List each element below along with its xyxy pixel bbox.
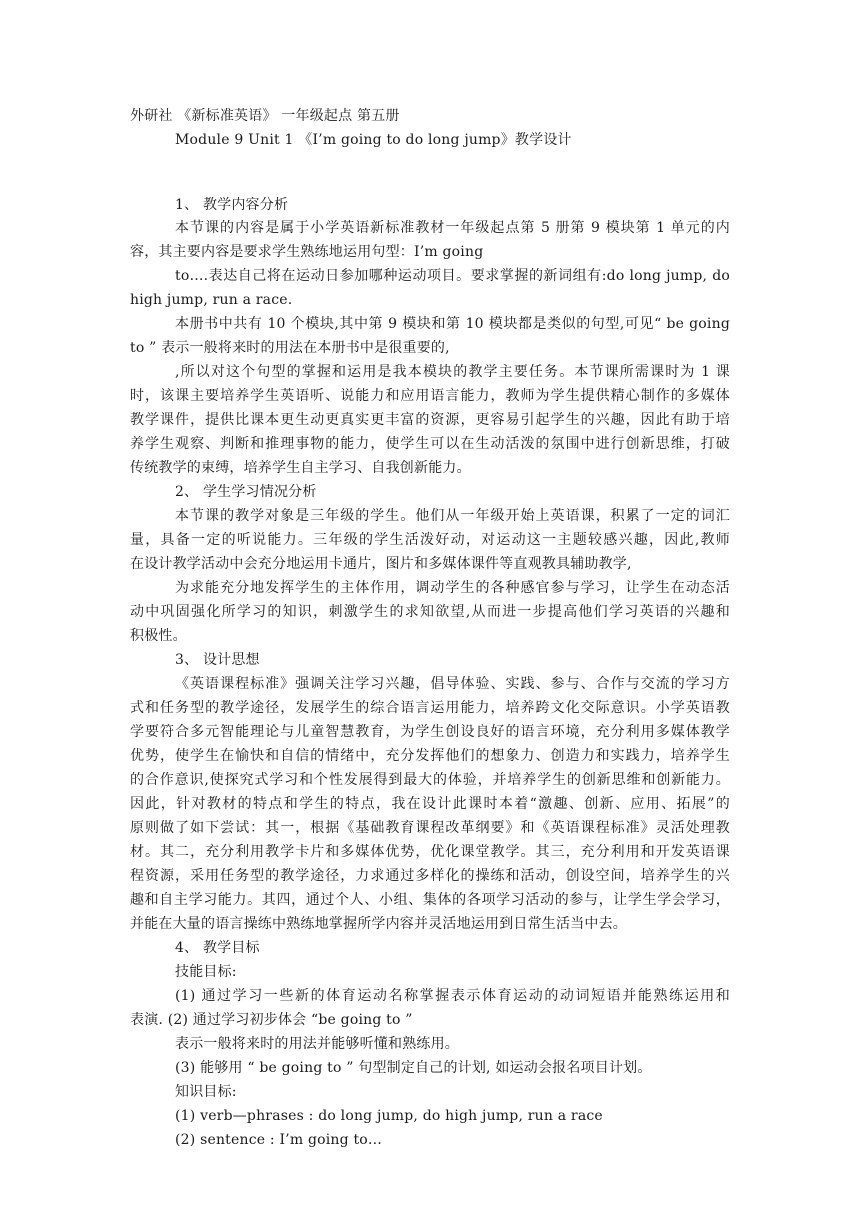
section-heading-2: 2、 学生学习情况分析 xyxy=(175,484,317,500)
paragraph-line: 并能在大量的语言操练中熟练地掌握所学内容并灵活地运用到日常生活当中去。 xyxy=(130,916,627,932)
paragraph-line: 优势，使学生在愉快和自信的情绪中，充分发挥他们的想象力、创造力和实践力，培养学生 xyxy=(130,748,730,764)
paragraph-line: to….表达自己将在运动日参加哪种运动项目。要求掌握的新词组有:do long jump, do xyxy=(175,268,730,284)
paragraph-line: 本节课的内容是属于小学英语新标准教材一年级起点第 5 册第 9 模块第 1 单元的内 xyxy=(175,220,730,236)
paragraph-line: 容，其主要内容是要求学生熟练地运用句型：I’m going xyxy=(130,244,484,260)
paragraph-line: 动中巩固强化所学习的知识，刺激学生的求知欲望,从而进一步提高他们学习英语的兴趣和 xyxy=(130,604,730,620)
knowledge-goals-title: 知识目标: xyxy=(175,1084,237,1100)
paragraph-line: 学要符合多元智能理论与儿童智慧教育，为学生创设良好的语言环境，充分利用多媒体教学 xyxy=(130,724,730,740)
section-heading-4: 4、 教学目标 xyxy=(175,940,260,956)
paragraph-line: 本节课的教学对象是三年级的学生。他们从一年级开始上英语课，积累了一定的词汇 xyxy=(175,508,730,524)
section-heading-1: 1、 教学内容分析 xyxy=(175,197,289,213)
paragraph-line: 材。其二，充分利用教学卡片和多媒体优势，优化课堂教学。其三，充分利用和开发英语课 xyxy=(130,844,730,860)
paragraph-line: 传统教学的束缚，培养学生自主学习、自我创新能力。 xyxy=(130,460,471,476)
paragraph-line: 本册书中共有 10 个模块,其中第 9 模块和第 10 模块都是类似的句型,可见“ be going xyxy=(175,316,730,332)
paragraph-line: (1) 通过学习一些新的体育运动名称掌握表示体育运动的动词短语并能熟练运用和 xyxy=(175,988,730,1004)
paragraph-line: 式和任务型的教学途径，发展学生的综合语言运用能力，培养跨文化交际意识。小学英语教 xyxy=(130,700,730,716)
paragraph-line: (2) sentence : I’m going to… xyxy=(175,1132,383,1148)
paragraph-line: (3) 能够用 “ be going to ” 句型制定自己的计划, 如运动会报名项目计划。 xyxy=(175,1060,652,1076)
paragraph-line: 《英语课程标准》强调关注学习兴趣，倡导体验、实践、参与、合作与交流的学习方 xyxy=(175,676,730,692)
paragraph-line: high jump, run a race. xyxy=(130,292,293,308)
paragraph-line: (1) verb—phrases : do long jump, do high jump, run a race xyxy=(175,1108,603,1124)
doc-title: Module 9 Unit 1 《I’m going to do long jump》教学设计 xyxy=(175,132,572,148)
paragraph-line: 表示一般将来时的用法并能够听懂和熟练用。 xyxy=(175,1036,459,1052)
paragraph-line: 时，该课主要培养学生英语听、说能力和应用语言能力，教师为学生提供精心制作的多媒体 xyxy=(130,388,730,404)
paragraph-line: 因此，针对教材的特点和学生的特点，我在设计此课时本着“激趣、创新、应用、拓展”的 xyxy=(130,796,730,812)
paragraph-line: 趣和自主学习能力。其四，通过个人、小组、集体的各项学习活动的参与，让学生学会学习， xyxy=(130,892,730,908)
paragraph-line: 表演. (2) 通过学习初步体会 “be going to ” xyxy=(130,1012,413,1028)
section-heading-3: 3、 设计思想 xyxy=(175,652,260,668)
paragraph-line: 教学课件，提供比课本更生动更真实更丰富的资源，更容易引起学生的兴趣，因此有助于培 xyxy=(130,412,730,428)
paragraph-line: ,所以对这个句型的掌握和运用是我本模块的教学主要任务。本节课所需课时为 1 课 xyxy=(175,364,730,380)
paragraph-line: 原则做了如下尝试：其一，根据《基础教育课程改革纲要》和《英语课程标准》灵活处理教 xyxy=(130,820,730,836)
paragraph-line: 的合作意识,使探究式学习和个性发展得到最大的体验，并培养学生的创新思维和创新能力。 xyxy=(130,772,730,788)
paragraph-line: 养学生观察、判断和推理事物的能力，使学生可以在生动活泼的氛围中进行创新思维，打破 xyxy=(130,436,730,452)
paragraph-line: 在设计教学活动中会充分地运用卡通片，图片和多媒体课件等直观教具辅助教学, xyxy=(130,556,632,572)
skill-goals-title: 技能目标: xyxy=(175,964,237,980)
paragraph-line: to ” 表示一般将来时的用法在本册书中是很重要的, xyxy=(130,340,450,356)
doc-header-publisher: 外研社 《新标准英语》 一年级起点 第五册 xyxy=(130,108,400,124)
paragraph-line: 为求能充分地发挥学生的主体作用，调动学生的各种感官参与学习，让学生在动态活 xyxy=(175,580,730,596)
paragraph-line: 量，具备一定的听说能力。三年级的学生活泼好动，对运动这一主题较感兴趣，因此,教师 xyxy=(130,532,730,548)
paragraph-line: 积极性。 xyxy=(130,628,187,644)
paragraph-line: 程资源，采用任务型的教学途径，力求通过多样化的操练和活动，创设空间，培养学生的兴 xyxy=(130,868,730,884)
